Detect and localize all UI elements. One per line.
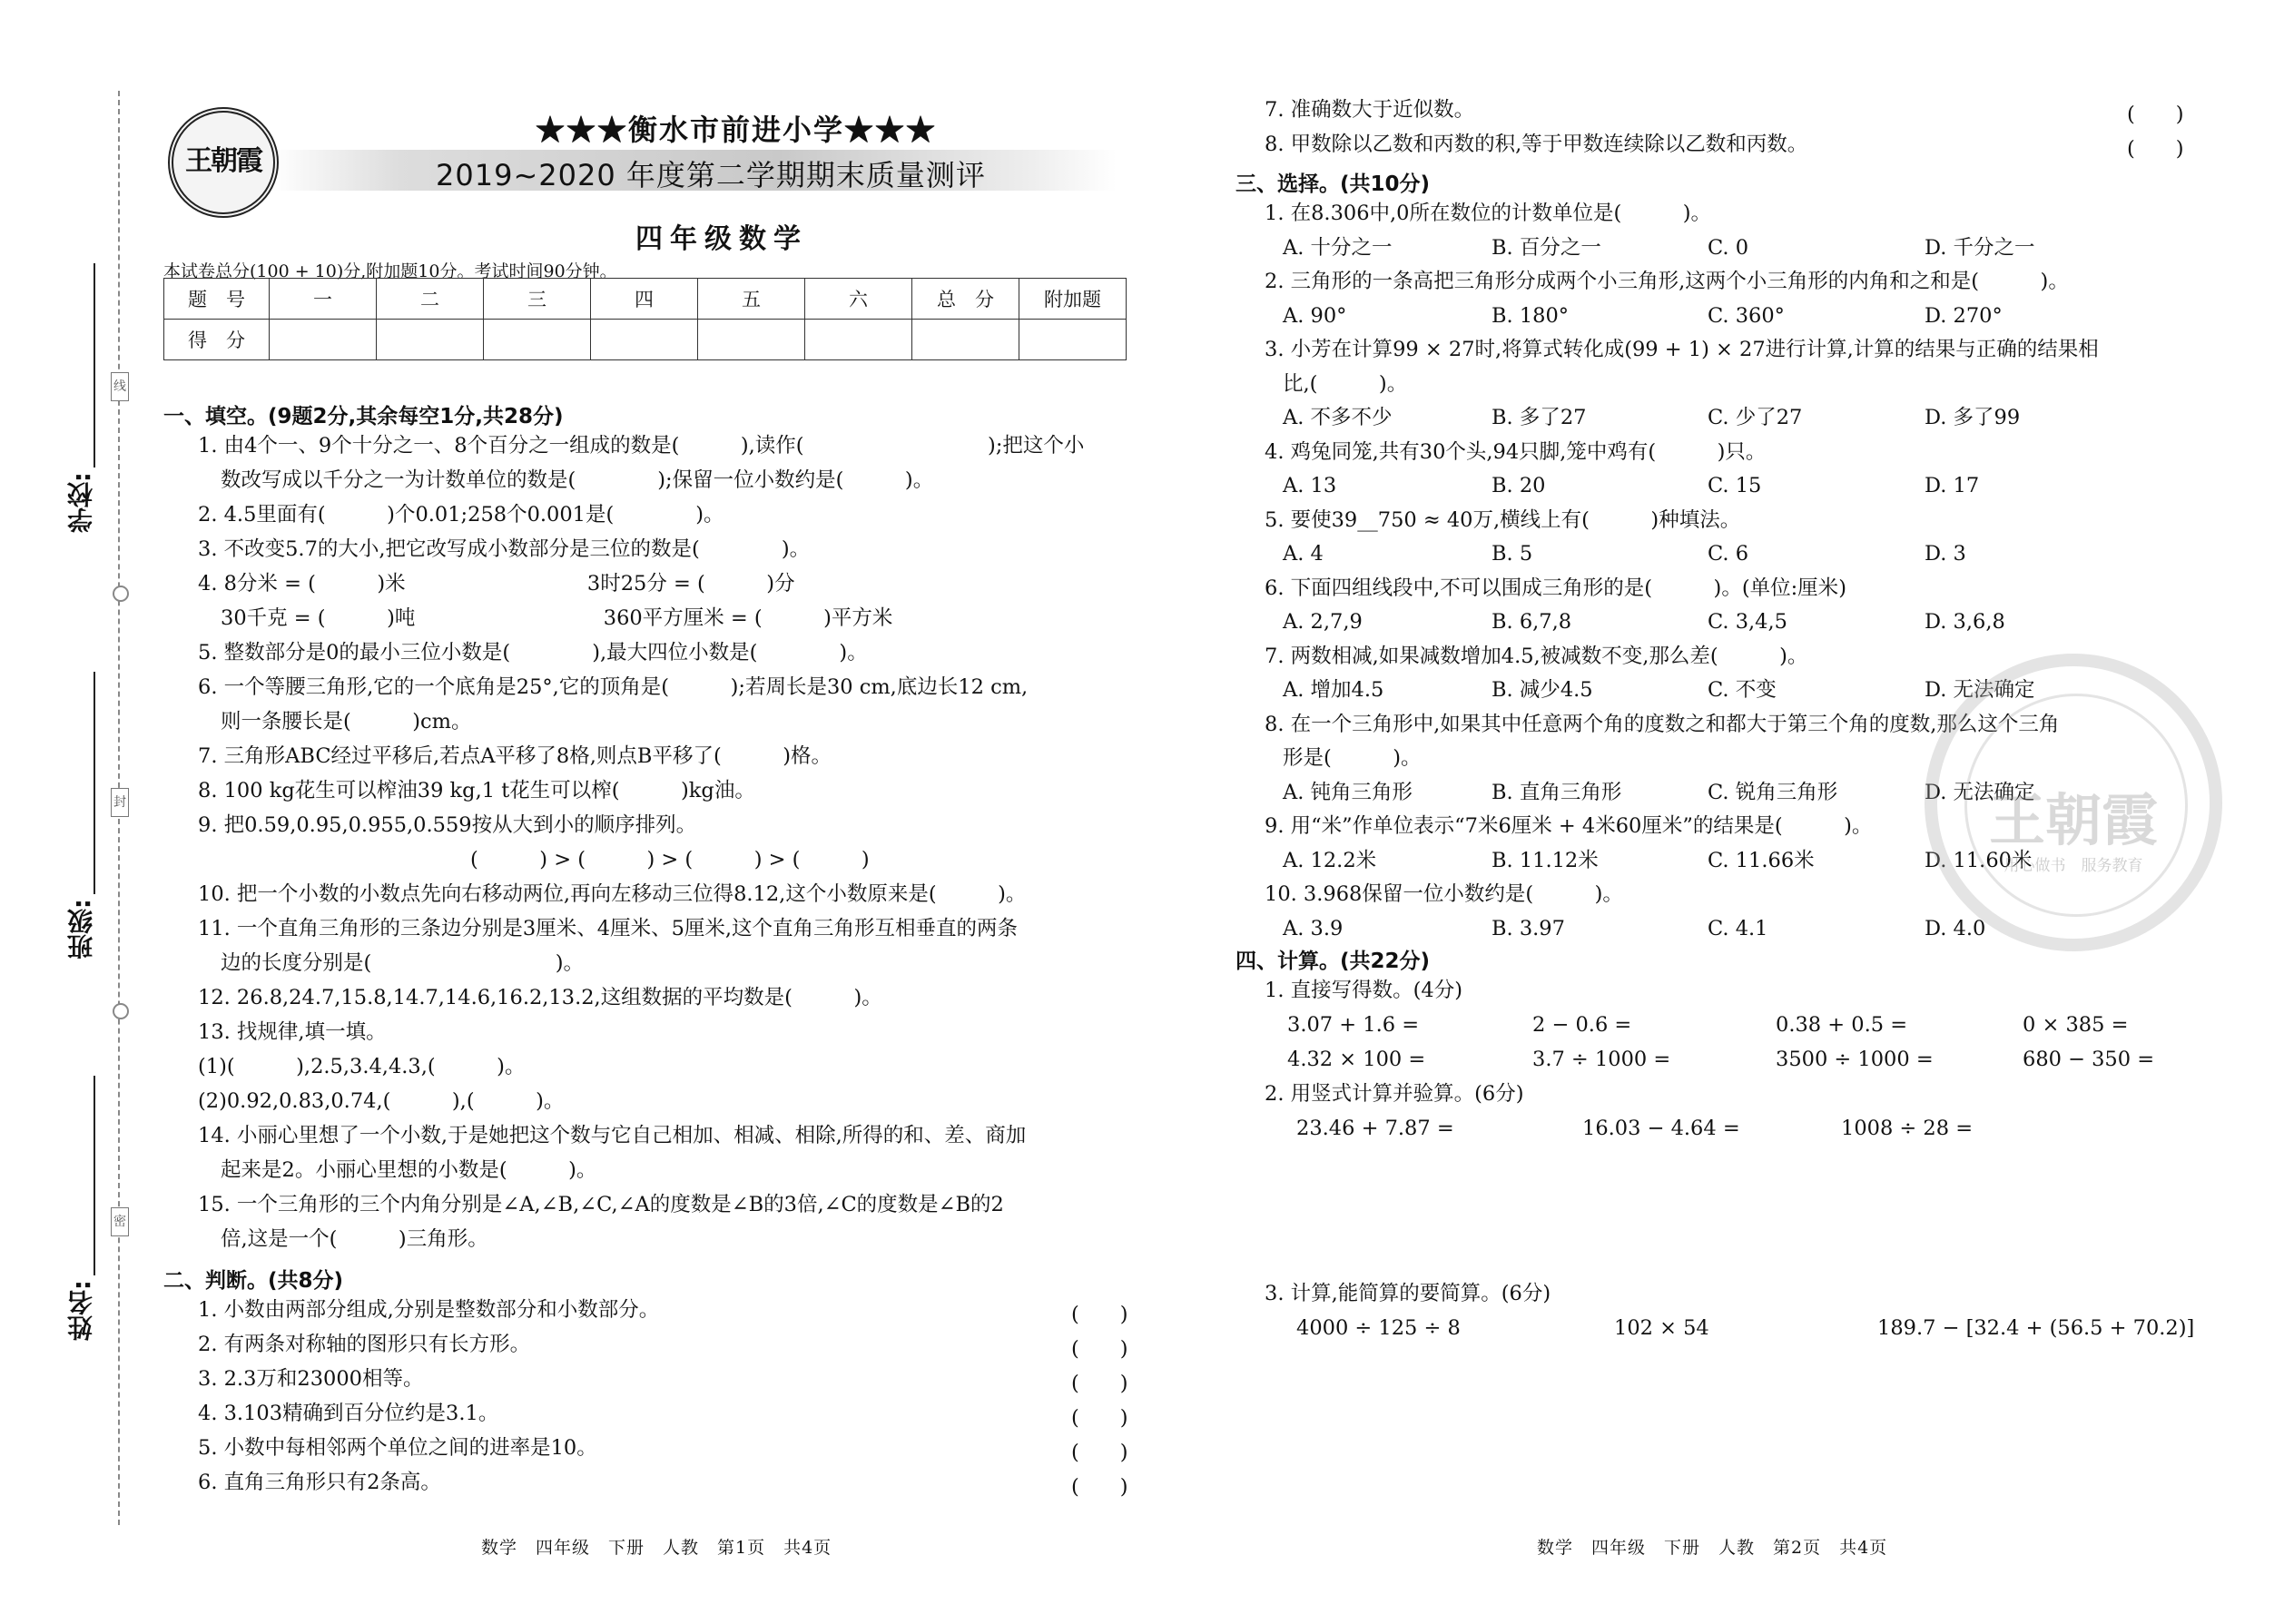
judge-question: 4. 3.103精确到百分位约是3.1。 bbox=[198, 1402, 499, 1425]
judge-question: 3. 2.3万和23000相等。 bbox=[198, 1367, 424, 1391]
judge-question: 5. 小数中每相邻两个单位之间的进率是10。 bbox=[198, 1436, 597, 1460]
choice-option[interactable]: C. 少了27 bbox=[1708, 406, 1803, 429]
score-cell[interactable] bbox=[805, 320, 912, 360]
choice-option[interactable]: D. 17 bbox=[1925, 474, 1980, 497]
score-row-label: 得 分 bbox=[164, 320, 270, 360]
score-cell[interactable] bbox=[377, 320, 484, 360]
score-header-cell: 三 bbox=[484, 279, 591, 320]
question-line: 6. 一个等腰三角形,它的一个底角是25°,它的顶角是( );若周长是30 cm,底边长12 cm, bbox=[198, 675, 1029, 699]
calc-item: 16.03 − 4.64 = bbox=[1582, 1117, 1740, 1140]
question-line: 2. 4.5里面有( )个0.01;258个0.001是( )。 bbox=[198, 503, 724, 527]
question-line: 11. 一个直角三角形的三条边分别是3厘米、4厘米、5厘米,这个直角三角形互相垂直的两条 bbox=[198, 917, 1019, 940]
calc-part-title: 3. 计算,能简算的要简算。(6分) bbox=[1265, 1282, 1551, 1305]
choice-option[interactable]: D. 3 bbox=[1925, 542, 1966, 566]
question-line: 8. 100 kg花生可以榨油39 kg,1 t花生可以榨( )kg油。 bbox=[198, 779, 755, 802]
question-line: 数改写成以千分之一为计数单位的数是( );保留一位小数约是( )。 bbox=[221, 468, 934, 492]
choice-question: 10. 3.968保留一位小数约是( )。 bbox=[1265, 882, 1623, 906]
calc-part-title: 1. 直接写得数。(4分) bbox=[1265, 979, 1462, 1002]
choice-option[interactable]: B. 6,7,8 bbox=[1492, 610, 1572, 634]
choice-question: 形是( )。 bbox=[1283, 746, 1422, 770]
choice-option[interactable]: C. 360° bbox=[1708, 303, 1785, 328]
choice-option[interactable]: D. 多了99 bbox=[1925, 406, 2021, 429]
choice-option[interactable]: C. 15 bbox=[1708, 474, 1762, 497]
page-footer: 数学 四年级 下册 人教 第1页 共4页 bbox=[481, 1538, 832, 1558]
score-header-cell: 附加题 bbox=[1019, 279, 1127, 320]
choice-option[interactable]: C. 4.1 bbox=[1708, 916, 1768, 940]
binding-mark-secret: 密 bbox=[111, 1207, 129, 1236]
choice-option[interactable]: C. 3,4,5 bbox=[1708, 610, 1787, 634]
section-2-title: 二、判断。(共8分) bbox=[163, 1269, 344, 1293]
choice-option[interactable]: D. 千分之一 bbox=[1925, 235, 2035, 260]
question-line: 13. 找规律,填一填。 bbox=[198, 1020, 387, 1044]
binding-hole bbox=[113, 1003, 129, 1019]
binding-hole bbox=[113, 586, 129, 602]
score-header-cell: 四 bbox=[591, 279, 698, 320]
judge-question: 1. 小数由两部分组成,分别是整数部分和小数部分。 bbox=[198, 1298, 660, 1322]
calc-item: 3500 ÷ 1000 = bbox=[1776, 1048, 1934, 1071]
question-line: 起来是2。小丽心里想的小数是( )。 bbox=[221, 1158, 597, 1182]
score-header-cell: 一 bbox=[270, 279, 377, 320]
choice-option[interactable]: B. 3.97 bbox=[1492, 916, 1565, 940]
binding-mark-seal: 封 bbox=[111, 788, 129, 817]
class-field bbox=[64, 899, 100, 960]
choice-option[interactable]: D. 无法确定 bbox=[1925, 678, 2035, 702]
question-line: 边的长度分别是( )。 bbox=[221, 951, 585, 975]
score-table-score-row bbox=[164, 320, 1127, 360]
score-header-cell: 总 分 bbox=[912, 279, 1019, 320]
score-header-cell: 六 bbox=[805, 279, 912, 320]
seal-subtitle: 用心做书 服务教育 bbox=[2004, 857, 2143, 875]
choice-option[interactable]: A. 十分之一 bbox=[1283, 235, 1393, 260]
section-4-title: 四、计算。(共22分) bbox=[1236, 950, 1431, 973]
school-label: 学校: bbox=[66, 472, 96, 534]
question-line: 5. 整数部分是0的最小三位小数是( ),最大四位小数是( )。 bbox=[198, 641, 868, 664]
class-label: 班级: bbox=[66, 899, 96, 960]
choice-option[interactable]: A. 钝角三角形 bbox=[1283, 780, 1413, 804]
choice-option[interactable]: C. 锐角三角形 bbox=[1708, 780, 1838, 804]
answer-parens[interactable]: ( ) bbox=[1071, 1406, 1128, 1430]
score-cell[interactable] bbox=[484, 320, 591, 360]
choice-question: 7. 两数相减,如果减数增加4.5,被减数不变,那么差( )。 bbox=[1265, 644, 1808, 668]
calc-item: 1008 ÷ 28 = bbox=[1841, 1117, 1974, 1140]
question-line: 15. 一个三角形的三个内角分别是∠A,∠B,∠C,∠A的度数是∠B的3倍,∠C的度数是∠B的2 bbox=[198, 1193, 1004, 1216]
binding-mark-line: 线 bbox=[111, 372, 129, 401]
seal-name: 王朝霞 bbox=[1988, 787, 2158, 853]
score-cell[interactable] bbox=[1019, 320, 1127, 360]
choice-question: 2. 三角形的一条高把三角形分成两个小三角形,这两个小三角形的内角和之和是( )。 bbox=[1265, 270, 2069, 293]
choice-option[interactable]: B. 5 bbox=[1492, 542, 1533, 566]
page-footer: 数学 四年级 下册 人教 第2页 共4页 bbox=[1537, 1538, 1888, 1558]
choice-question: 9. 用“米”作单位表示“7米6厘米 + 4米60厘米”的结果是( )。 bbox=[1265, 814, 1873, 838]
choice-question: 3. 小芳在计算99 × 27时,将算式转化成(99 + 1) × 27进行计算,计算的结果与正确的结果相 bbox=[1265, 338, 2099, 361]
question-line: 9. 把0.59,0.95,0.955,0.559按从大到小的顺序排列。 bbox=[198, 813, 697, 837]
choice-option[interactable]: B. 20 bbox=[1492, 474, 1546, 497]
choice-option[interactable]: B. 180° bbox=[1492, 303, 1570, 328]
calc-item: 189.7 − [32.4 + (56.5 + 70.2)] bbox=[1877, 1316, 2195, 1340]
calc-item: 23.46 + 7.87 = bbox=[1296, 1117, 1454, 1140]
score-cell[interactable] bbox=[270, 320, 377, 360]
choice-option[interactable]: A. 90° bbox=[1283, 303, 1347, 328]
question-line: 14. 小丽心里想了一个小数,于是她把这个数与它自己相加、相减、相除,所得的和、差、商加 bbox=[198, 1124, 1027, 1147]
answer-parens[interactable]: ( ) bbox=[1071, 1475, 1128, 1499]
choice-option[interactable]: A. 3.9 bbox=[1283, 916, 1344, 940]
choice-option[interactable]: D. 270° bbox=[1925, 303, 2003, 328]
exam-title: 2019~2020 年度第二学期期末质量测评 bbox=[436, 158, 986, 192]
answer-parens[interactable]: ( ) bbox=[2127, 137, 2184, 161]
watermark-seal bbox=[1925, 654, 2222, 951]
question-line: 倍,这是一个( )三角形。 bbox=[221, 1227, 488, 1251]
question-line: ( ) > ( ) > ( ) > ( ) bbox=[470, 848, 870, 871]
choice-option[interactable]: D. 3,6,8 bbox=[1925, 610, 2005, 634]
question-line: 7. 三角形ABC经过平移后,若点A平移了8格,则点B平移了( )格。 bbox=[198, 744, 832, 768]
choice-question: 4. 鸡兔同笼,共有30个头,94只脚,笼中鸡有( )只。 bbox=[1265, 439, 1767, 464]
score-table bbox=[163, 278, 1127, 360]
score-cell[interactable] bbox=[698, 320, 805, 360]
answer-parens[interactable]: ( ) bbox=[1071, 1303, 1128, 1326]
choice-question: 比,( )。 bbox=[1283, 371, 1408, 396]
calc-item: 3.07 + 1.6 = bbox=[1287, 1013, 1420, 1037]
choice-option[interactable]: A. 2,7,9 bbox=[1283, 610, 1363, 634]
calc-item: 2 − 0.6 = bbox=[1532, 1013, 1632, 1037]
score-header-cell: 五 bbox=[698, 279, 805, 320]
calc-part-title: 2. 用竖式计算并验算。(6分) bbox=[1265, 1082, 1524, 1106]
score-table-header-row bbox=[164, 279, 1127, 320]
calc-item: 680 − 350 = bbox=[2023, 1048, 2155, 1071]
answer-parens[interactable]: ( ) bbox=[1071, 1337, 1128, 1361]
choice-option[interactable]: A. 4 bbox=[1283, 542, 1324, 566]
choice-question: 5. 要使39__750 ≈ 40万,横线上有( )种填法。 bbox=[1265, 507, 1741, 532]
calc-item: 0.38 + 0.5 = bbox=[1776, 1013, 1908, 1037]
calc-item: 102 × 54 bbox=[1614, 1316, 1709, 1340]
subject-title: 四年级数学 bbox=[635, 223, 808, 255]
section-3-title: 三、选择。(共10分) bbox=[1236, 172, 1431, 196]
score-cell[interactable] bbox=[591, 320, 698, 360]
choice-option[interactable]: A. 不多不少 bbox=[1283, 406, 1393, 429]
question-line: 4. 8分米 = ( )米 3时25分 = ( )分 bbox=[198, 572, 795, 595]
choice-option[interactable]: D. 11.60米 bbox=[1925, 848, 2033, 872]
choice-option[interactable]: C. 6 bbox=[1708, 542, 1749, 566]
judge-question: 6. 直角三角形只有2条高。 bbox=[198, 1471, 441, 1494]
judge-question: 7. 准确数大于近似数。 bbox=[1265, 98, 1475, 122]
answer-parens[interactable]: ( ) bbox=[2127, 103, 2184, 126]
choice-option[interactable]: D. 4.0 bbox=[1925, 916, 1986, 940]
score-header-cell: 题 号 bbox=[164, 279, 270, 320]
question-line: 1. 由4个一、9个十分之一、8个百分之一组成的数是( ),读作( );把这个小 bbox=[198, 434, 1085, 458]
choice-option[interactable]: C. 11.66米 bbox=[1708, 848, 1815, 872]
exam-note: 本试卷总分(100 + 10)分,附加题10分。考试时间90分钟。 bbox=[163, 261, 617, 281]
judge-question: 2. 有两条对称轴的图形只有长方形。 bbox=[198, 1333, 531, 1356]
calc-item: 4.32 × 100 = bbox=[1287, 1048, 1426, 1071]
choice-option[interactable]: B. 11.12米 bbox=[1492, 848, 1599, 872]
question-line: (2)0.92,0.83,0.74,( ),( )。 bbox=[198, 1089, 565, 1113]
choice-option[interactable]: C. 不变 bbox=[1708, 678, 1777, 702]
choice-option[interactable]: B. 减少4.5 bbox=[1492, 678, 1593, 702]
choice-question: 6. 下面四组线段中,不可以围成三角形的是( )。(单位:厘米) bbox=[1265, 576, 1846, 600]
answer-parens[interactable]: ( ) bbox=[1071, 1441, 1128, 1464]
choice-option[interactable]: A. 12.2米 bbox=[1283, 848, 1377, 872]
class-blank[interactable] bbox=[94, 672, 95, 894]
question-line: 则一条腰长是( )cm。 bbox=[221, 710, 472, 733]
calc-item: 4000 ÷ 125 ÷ 8 bbox=[1296, 1316, 1461, 1340]
question-line: 12. 26.8,24.7,15.8,14.7,14.6,16.2,13.2,这组数据的平均数是( )。 bbox=[198, 986, 882, 1009]
choice-option[interactable]: D. 无法确定 bbox=[1925, 780, 2035, 804]
choice-option[interactable]: B. 百分之一 bbox=[1492, 235, 1601, 260]
logo-text: 王朝霞 bbox=[185, 145, 261, 177]
school-blank[interactable] bbox=[94, 263, 95, 468]
publisher-logo bbox=[168, 107, 279, 218]
judge-question: 8. 甲数除以乙数和丙数的积,等于甲数连续除以乙数和丙数。 bbox=[1265, 133, 1808, 156]
choice-question: 1. 在8.306中,0所在数位的计数单位是( )。 bbox=[1265, 202, 1712, 225]
name-blank[interactable] bbox=[94, 1076, 95, 1275]
score-header-cell: 二 bbox=[377, 279, 484, 320]
question-line: 30千克 = ( )吨 360平方厘米 = ( )平方米 bbox=[221, 606, 893, 630]
school-field bbox=[64, 472, 100, 533]
score-cell[interactable] bbox=[912, 320, 1019, 360]
question-line: 3. 不改变5.7的大小,把它改写成小数部分是三位的数是( )。 bbox=[198, 537, 811, 561]
name-field bbox=[64, 1280, 100, 1341]
answer-parens[interactable]: ( ) bbox=[1071, 1372, 1128, 1395]
choice-option[interactable]: B. 多了27 bbox=[1492, 406, 1587, 429]
choice-option[interactable]: A. 增加4.5 bbox=[1283, 678, 1384, 702]
calc-item: 0 × 385 = bbox=[2023, 1013, 2129, 1037]
choice-option[interactable]: A. 13 bbox=[1283, 474, 1337, 497]
school-name: ★★★衡水市前进小学★★★ bbox=[536, 113, 938, 147]
choice-option[interactable]: C. 0 bbox=[1708, 235, 1749, 260]
question-line: (1)( ),2.5,3.4,4.3,( )。 bbox=[198, 1055, 526, 1078]
choice-question: 8. 在一个三角形中,如果其中任意两个角的度数之和都大于第三个角的度数,那么这个三角 bbox=[1265, 712, 2060, 736]
name-label: 姓名: bbox=[66, 1280, 96, 1342]
section-1-title: 一、填空。(9题2分,其余每空1分,共28分) bbox=[163, 405, 564, 428]
question-line: 10. 把一个小数的小数点先向右移动两位,再向左移动三位得8.12,这个小数原来是( )。 bbox=[198, 882, 1027, 906]
choice-option[interactable]: B. 直角三角形 bbox=[1492, 780, 1622, 804]
calc-item: 3.7 ÷ 1000 = bbox=[1532, 1048, 1671, 1071]
